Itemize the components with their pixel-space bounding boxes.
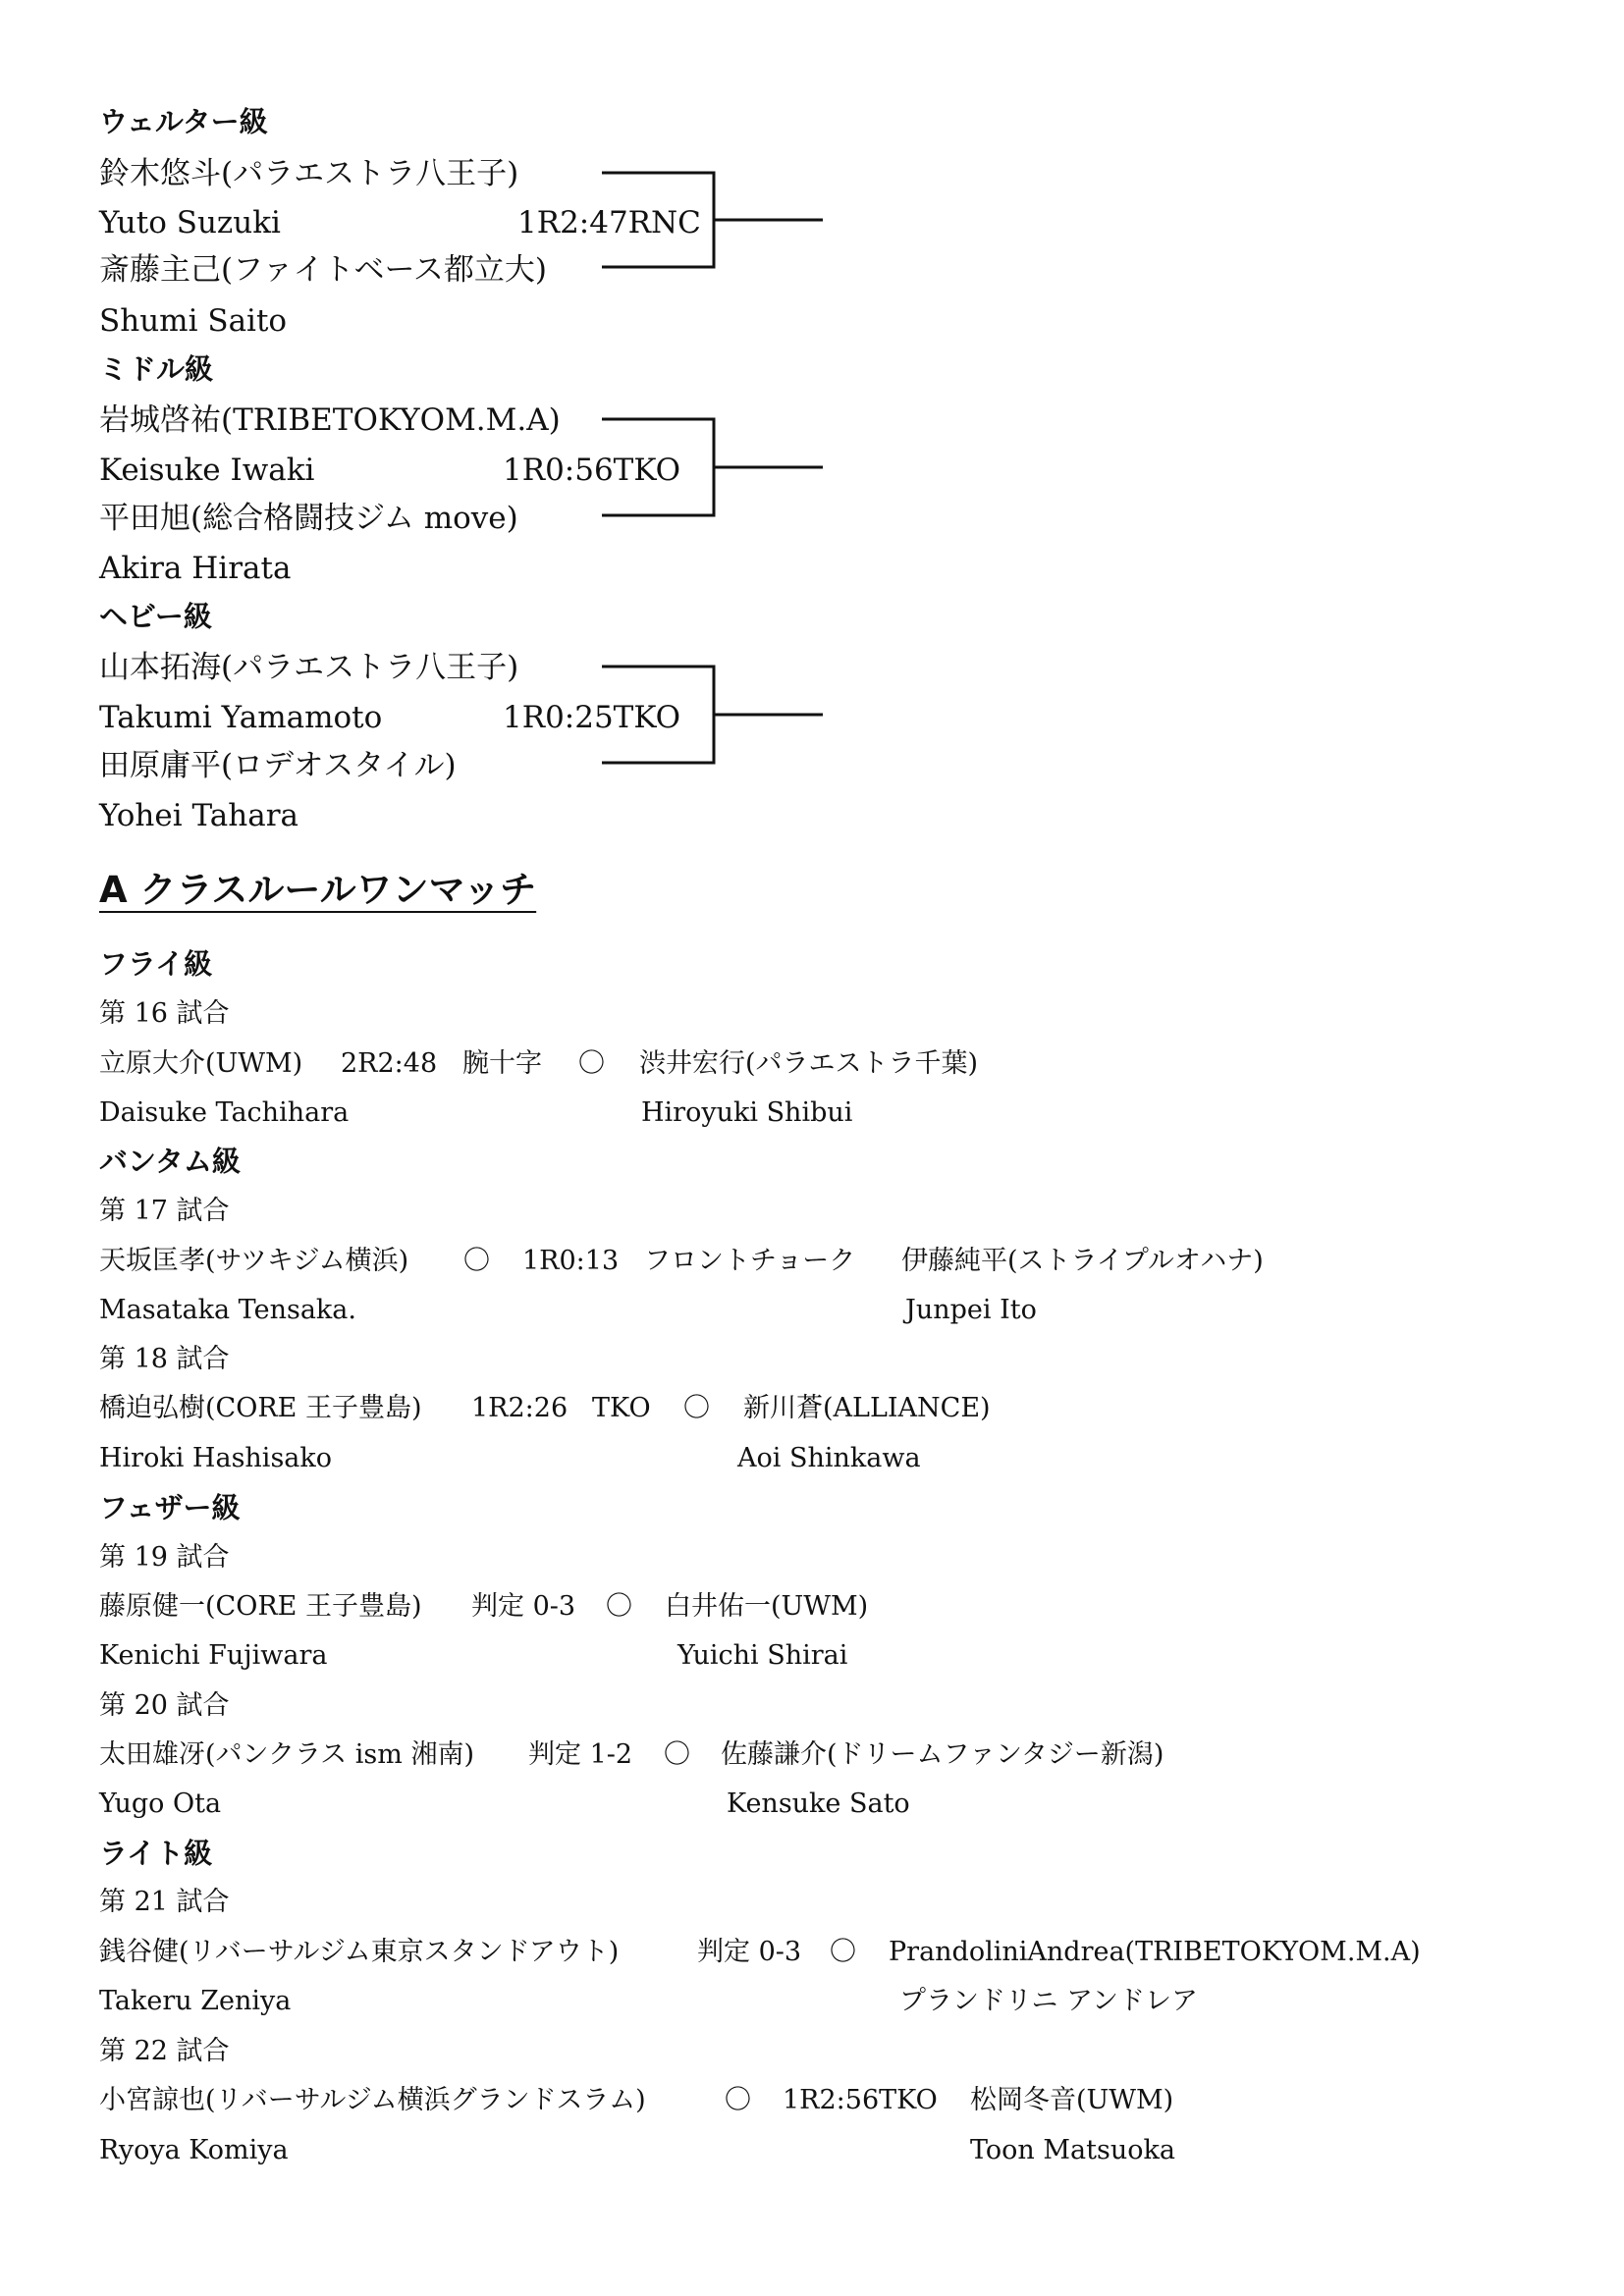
fighter-right-en: Kensuke Sato bbox=[727, 1789, 910, 1819]
fighter-left-ja: 天坂匡孝(サツキジム横浜) bbox=[99, 1246, 409, 1276]
fighter-right-ja: 新川蒼(ALLIANCE) bbox=[743, 1393, 991, 1423]
fighter-name-en: Shumi Saito bbox=[99, 303, 288, 339]
fighter-left-en: Hiroki Hashisako bbox=[99, 1443, 333, 1473]
match-number: 第 21 試合 bbox=[99, 1887, 230, 1917]
fighter-right-ja: 渋井宏行(パラエストラ千葉) bbox=[639, 1048, 979, 1079]
match-number: 第 19 試合 bbox=[99, 1542, 230, 1573]
fighter-right-en: Junpei Ito bbox=[905, 1295, 1037, 1325]
fighter-right-ja: 佐藤謙介(ドリームファンタジー新潟) bbox=[721, 1739, 1164, 1770]
fighter-left-ja: 立原大介(UWM) bbox=[99, 1048, 303, 1079]
fighter-right-en: Toon Matsuoka bbox=[970, 2135, 1175, 2165]
fighter-right-en: Aoi Shinkawa bbox=[737, 1443, 921, 1473]
fighter-name-en: Keisuke Iwaki bbox=[99, 453, 315, 488]
class-heading: ウェルター級 bbox=[99, 105, 268, 138]
fighter-name-en: Yohei Tahara bbox=[99, 798, 299, 833]
fighter-left-en: Masataka Tensaka. bbox=[99, 1295, 356, 1325]
fighter-left-en: Takeru Zeniya bbox=[99, 1986, 292, 2016]
class-heading: フェザー級 bbox=[99, 1491, 241, 1524]
fighter-right-en: Yuichi Shirai bbox=[677, 1640, 848, 1671]
fighter-name-en: Akira Hirata bbox=[99, 551, 292, 586]
fighter-name-en: Takumi Yamamoto bbox=[99, 700, 383, 735]
winner-mark: 〇 bbox=[578, 1048, 605, 1079]
fighter-left-en: Kenichi Fujiwara bbox=[99, 1640, 328, 1671]
match-time: 1R0:13 bbox=[522, 1246, 620, 1276]
bracket-line bbox=[602, 419, 714, 515]
fighter-name-ja: 岩城啓祐(TRIBETOKYOM.M.A) bbox=[99, 402, 561, 438]
fighter-right-ja: 松岡冬音(UWM) bbox=[970, 2085, 1174, 2115]
fighter-name-ja: 斎藤主己(ファイトベース都立大) bbox=[99, 252, 548, 288]
match-result: 1R2:47RNC bbox=[517, 205, 701, 240]
fighter-name-ja: 山本拓海(パラエストラ八王子) bbox=[99, 650, 519, 685]
fighter-name-ja: 田原庸平(ロデオスタイル) bbox=[99, 748, 457, 783]
fighter-left-ja: 橋迫弘樹(CORE 王子豊島) bbox=[99, 1393, 422, 1423]
match-method: フロントチョーク bbox=[644, 1246, 856, 1276]
match-number: 第 18 試合 bbox=[99, 1344, 230, 1374]
fighter-left-en: Yugo Ota bbox=[99, 1789, 222, 1819]
fighter-right-en: Hiroyuki Shibui bbox=[641, 1097, 853, 1128]
match-result: 1R0:56TKO bbox=[503, 453, 681, 488]
class-heading: ライト級 bbox=[99, 1837, 213, 1870]
match-decision: 判定 1-2 bbox=[528, 1739, 633, 1770]
match-time-method: 1R2:56TKO bbox=[783, 2085, 938, 2115]
fighter-left-ja: 藤原健一(CORE 王子豊島) bbox=[99, 1591, 422, 1622]
section-title: A クラスルールワンマッチ bbox=[99, 869, 537, 911]
fighter-left-ja: 銭谷健(リバーサルジム東京スタンドアウト) bbox=[99, 1937, 620, 1967]
winner-mark: 〇 bbox=[830, 1937, 856, 1967]
winner-mark: 〇 bbox=[606, 1591, 632, 1622]
fighter-name-ja: 平田旭(総合格闘技ジム move) bbox=[99, 501, 518, 536]
match-method: 腕十字 bbox=[462, 1048, 542, 1079]
fighter-right-ja: 白井佑一(UWM) bbox=[665, 1591, 869, 1622]
fighter-right-ja: 伊藤純平(ストライプルオハナ) bbox=[901, 1246, 1264, 1276]
winner-mark: 〇 bbox=[664, 1739, 690, 1770]
fighter-left-en: Ryoya Komiya bbox=[99, 2135, 289, 2165]
class-heading: フライ級 bbox=[99, 947, 213, 981]
match-number: 第 16 試合 bbox=[99, 998, 230, 1029]
match-number: 第 17 試合 bbox=[99, 1196, 230, 1226]
fighter-name-en: Yuto Suzuki bbox=[99, 205, 281, 240]
class-heading: ヘビー級 bbox=[99, 600, 212, 633]
fighter-name-ja: 鈴木悠斗(パラエストラ八王子) bbox=[99, 156, 519, 191]
winner-mark: 〇 bbox=[683, 1393, 710, 1423]
winner-mark: 〇 bbox=[463, 1246, 490, 1276]
match-method: TKO bbox=[592, 1393, 651, 1423]
winner-mark: 〇 bbox=[725, 2085, 751, 2115]
match-result: 1R0:25TKO bbox=[503, 700, 681, 735]
bracket-line bbox=[602, 667, 714, 763]
match-time: 1R2:26 bbox=[471, 1393, 568, 1423]
match-decision: 判定 0-3 bbox=[471, 1591, 576, 1622]
match-time: 2R2:48 bbox=[341, 1048, 438, 1079]
match-number: 第 20 試合 bbox=[99, 1690, 230, 1721]
fighter-right-kana: プランドリニ アンドレア bbox=[899, 1986, 1198, 2016]
class-heading: ミドル級 bbox=[99, 352, 214, 386]
match-number: 第 22 試合 bbox=[99, 2036, 230, 2066]
fighter-right-en-ja: PrandoliniAndrea(TRIBETOKYOM.M.A) bbox=[889, 1937, 1421, 1967]
bracket-line bbox=[602, 173, 714, 267]
class-heading: バンタム級 bbox=[99, 1145, 241, 1178]
fighter-left-ja: 太田雄冴(パンクラス ism 湘南) bbox=[99, 1739, 474, 1770]
fighter-left-en: Daisuke Tachihara bbox=[99, 1097, 350, 1128]
fighter-left-ja: 小宮諒也(リバーサルジム横浜グランドスラム) bbox=[99, 2085, 646, 2115]
match-decision: 判定 0-3 bbox=[697, 1937, 802, 1967]
